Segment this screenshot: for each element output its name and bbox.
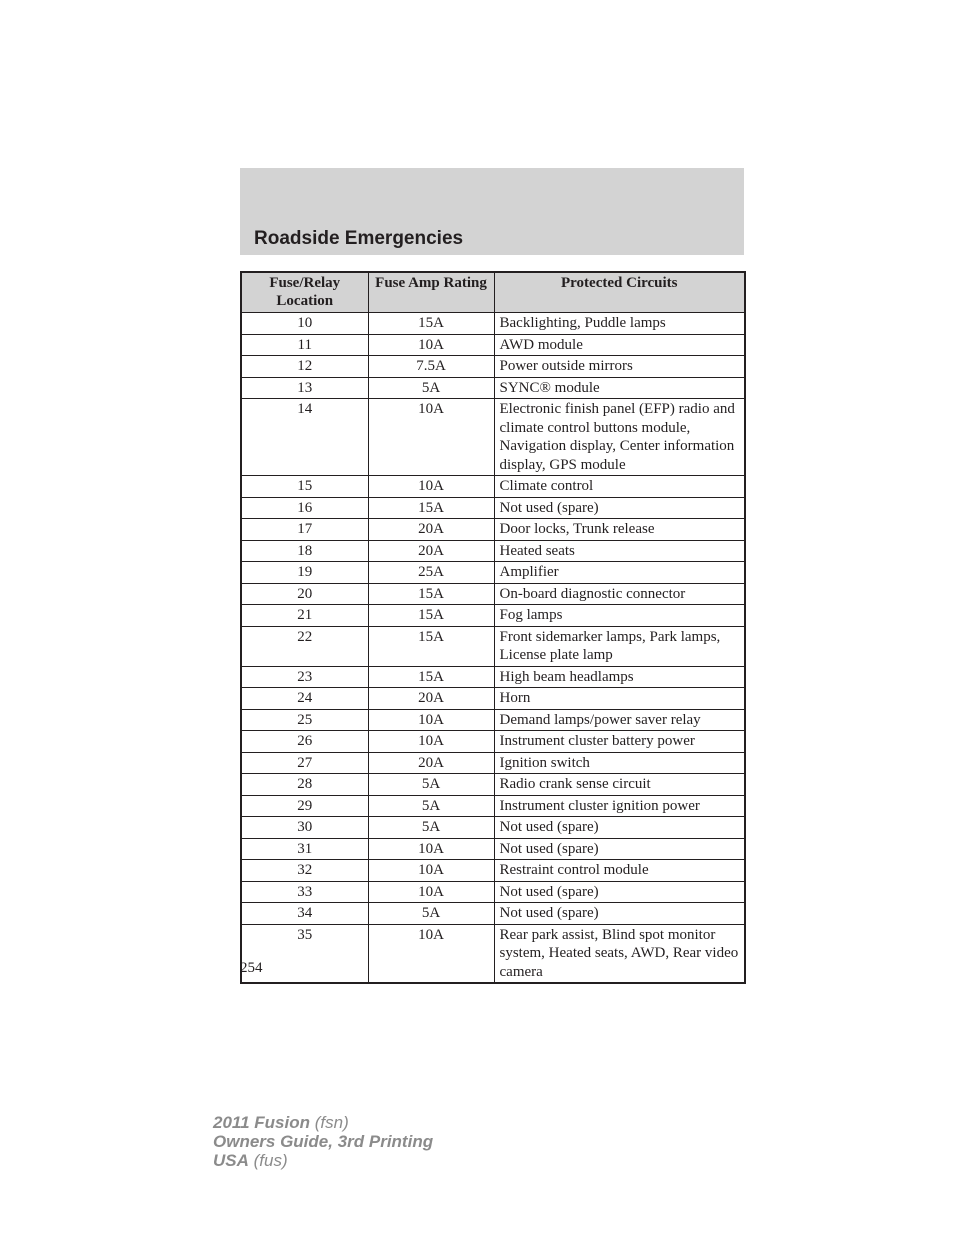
footer-guide: Owners Guide, 3rd Printing bbox=[213, 1132, 434, 1151]
amp-rating-cell: 5A bbox=[368, 774, 494, 796]
table-row bbox=[241, 583, 745, 605]
table-row bbox=[241, 817, 745, 839]
fuse-location-cell: 21 bbox=[241, 605, 368, 627]
amp-rating-cell: 20A bbox=[368, 752, 494, 774]
fuse-location-cell: 32 bbox=[241, 860, 368, 882]
table-row bbox=[241, 519, 745, 541]
protected-circuits-cell: Climate control bbox=[494, 476, 745, 498]
amp-rating-cell: 15A bbox=[368, 605, 494, 627]
table-row bbox=[241, 860, 745, 882]
fuse-location-cell: 23 bbox=[241, 666, 368, 688]
protected-circuits-cell: SYNC® module bbox=[494, 377, 745, 399]
fuse-location-cell: 17 bbox=[241, 519, 368, 541]
protected-circuits-cell: Not used (spare) bbox=[494, 881, 745, 903]
amp-rating-cell: 10A bbox=[368, 399, 494, 476]
table-row bbox=[241, 476, 745, 498]
fuse-location-cell: 29 bbox=[241, 795, 368, 817]
protected-circuits-cell: Restraint control module bbox=[494, 860, 745, 882]
protected-circuits-cell: Heated seats bbox=[494, 540, 745, 562]
amp-rating-cell: 20A bbox=[368, 519, 494, 541]
fuse-location-cell: 34 bbox=[241, 903, 368, 925]
amp-rating-cell: 25A bbox=[368, 562, 494, 584]
protected-circuits-cell: Not used (spare) bbox=[494, 903, 745, 925]
table-row bbox=[241, 356, 745, 378]
footer-market-code: (fus) bbox=[253, 1151, 288, 1170]
fuse-location-cell: 33 bbox=[241, 881, 368, 903]
table-row bbox=[241, 399, 745, 476]
footer bbox=[213, 1113, 433, 1170]
amp-rating-cell: 15A bbox=[368, 666, 494, 688]
amp-rating-cell: 10A bbox=[368, 924, 494, 983]
protected-circuits-cell: On-board diagnostic connector bbox=[494, 583, 745, 605]
amp-rating-cell: 10A bbox=[368, 881, 494, 903]
protected-circuits-cell: Not used (spare) bbox=[494, 497, 745, 519]
table-row bbox=[241, 752, 745, 774]
footer-market: USA bbox=[213, 1151, 249, 1170]
table-row bbox=[241, 666, 745, 688]
amp-rating-cell: 7.5A bbox=[368, 356, 494, 378]
table-row bbox=[241, 562, 745, 584]
fuse-location-cell: 12 bbox=[241, 356, 368, 378]
amp-rating-cell: 10A bbox=[368, 731, 494, 753]
table-row bbox=[241, 924, 745, 983]
fuse-location-cell: 11 bbox=[241, 334, 368, 356]
protected-circuits-cell: AWD module bbox=[494, 334, 745, 356]
amp-rating-cell: 15A bbox=[368, 626, 494, 666]
amp-rating-cell: 5A bbox=[368, 795, 494, 817]
fuse-location-cell: 24 bbox=[241, 688, 368, 710]
protected-circuits-cell: Power outside mirrors bbox=[494, 356, 745, 378]
fuse-location-cell: 20 bbox=[241, 583, 368, 605]
footer-line-2 bbox=[213, 1132, 433, 1151]
table-row bbox=[241, 626, 745, 666]
protected-circuits-cell: High beam headlamps bbox=[494, 666, 745, 688]
fuse-location-cell: 35 bbox=[241, 924, 368, 983]
fuse-location-cell: 18 bbox=[241, 540, 368, 562]
table-row bbox=[241, 709, 745, 731]
protected-circuits-cell: Door locks, Trunk release bbox=[494, 519, 745, 541]
protected-circuits-cell: Demand lamps/power saver relay bbox=[494, 709, 745, 731]
table-row bbox=[241, 605, 745, 627]
table-row bbox=[241, 903, 745, 925]
column-header-rating: Fuse Amp Rating bbox=[368, 272, 494, 313]
table-row bbox=[241, 774, 745, 796]
amp-rating-cell: 15A bbox=[368, 583, 494, 605]
amp-rating-cell: 5A bbox=[368, 903, 494, 925]
fuse-location-cell: 22 bbox=[241, 626, 368, 666]
table-row bbox=[241, 731, 745, 753]
table-row bbox=[241, 795, 745, 817]
table-row bbox=[241, 838, 745, 860]
fuse-location-cell: 14 bbox=[241, 399, 368, 476]
fuse-location-cell: 15 bbox=[241, 476, 368, 498]
table-row bbox=[241, 540, 745, 562]
fuse-location-cell: 30 bbox=[241, 817, 368, 839]
protected-circuits-cell: Horn bbox=[494, 688, 745, 710]
amp-rating-cell: 10A bbox=[368, 476, 494, 498]
protected-circuits-cell: Rear park assist, Blind spot monitor system, Heated seats, AWD, Rear video camera bbox=[494, 924, 745, 983]
protected-circuits-cell: Fog lamps bbox=[494, 605, 745, 627]
table-row bbox=[241, 881, 745, 903]
page-number: 254 bbox=[240, 960, 263, 976]
table-row bbox=[241, 313, 745, 335]
fuse-location-cell: 25 bbox=[241, 709, 368, 731]
fuse-location-cell: 13 bbox=[241, 377, 368, 399]
amp-rating-cell: 10A bbox=[368, 860, 494, 882]
footer-line-3 bbox=[213, 1151, 433, 1170]
fuse-location-cell: 31 bbox=[241, 838, 368, 860]
column-header-circuits: Protected Circuits bbox=[494, 272, 745, 313]
amp-rating-cell: 5A bbox=[368, 817, 494, 839]
fuse-location-cell: 27 bbox=[241, 752, 368, 774]
table-row bbox=[241, 688, 745, 710]
table-row bbox=[241, 377, 745, 399]
amp-rating-cell: 10A bbox=[368, 709, 494, 731]
column-header-location: Fuse/Relay Location bbox=[241, 272, 368, 313]
amp-rating-cell: 20A bbox=[368, 540, 494, 562]
fuse-location-cell: 28 bbox=[241, 774, 368, 796]
fuse-location-cell: 10 bbox=[241, 313, 368, 335]
protected-circuits-cell: Electronic finish panel (EFP) radio and climate control buttons module, Navigation display, Center information display, GPS module bbox=[494, 399, 745, 476]
protected-circuits-cell: Amplifier bbox=[494, 562, 745, 584]
amp-rating-cell: 20A bbox=[368, 688, 494, 710]
amp-rating-cell: 15A bbox=[368, 497, 494, 519]
protected-circuits-cell: Not used (spare) bbox=[494, 838, 745, 860]
fuse-location-cell: 16 bbox=[241, 497, 368, 519]
table-header-row bbox=[241, 272, 745, 313]
fuse-table bbox=[240, 271, 746, 984]
table-row bbox=[241, 334, 745, 356]
table-row bbox=[241, 497, 745, 519]
amp-rating-cell: 15A bbox=[368, 313, 494, 335]
table-body bbox=[241, 313, 745, 984]
protected-circuits-cell: Instrument cluster ignition power bbox=[494, 795, 745, 817]
protected-circuits-cell: Backlighting, Puddle lamps bbox=[494, 313, 745, 335]
protected-circuits-cell: Instrument cluster battery power bbox=[494, 731, 745, 753]
protected-circuits-cell: Not used (spare) bbox=[494, 817, 745, 839]
fuse-location-cell: 19 bbox=[241, 562, 368, 584]
protected-circuits-cell: Front sidemarker lamps, Park lamps, License plate lamp bbox=[494, 626, 745, 666]
amp-rating-cell: 10A bbox=[368, 334, 494, 356]
amp-rating-cell: 5A bbox=[368, 377, 494, 399]
protected-circuits-cell: Radio crank sense circuit bbox=[494, 774, 745, 796]
section-title: Roadside Emergencies bbox=[254, 228, 464, 249]
protected-circuits-cell: Ignition switch bbox=[494, 752, 745, 774]
section-header-band bbox=[240, 168, 744, 255]
fuse-location-cell: 26 bbox=[241, 731, 368, 753]
footer-model: 2011 Fusion bbox=[213, 1113, 310, 1132]
amp-rating-cell: 10A bbox=[368, 838, 494, 860]
footer-line-1 bbox=[213, 1113, 433, 1132]
footer-model-code: (fsn) bbox=[314, 1113, 349, 1132]
